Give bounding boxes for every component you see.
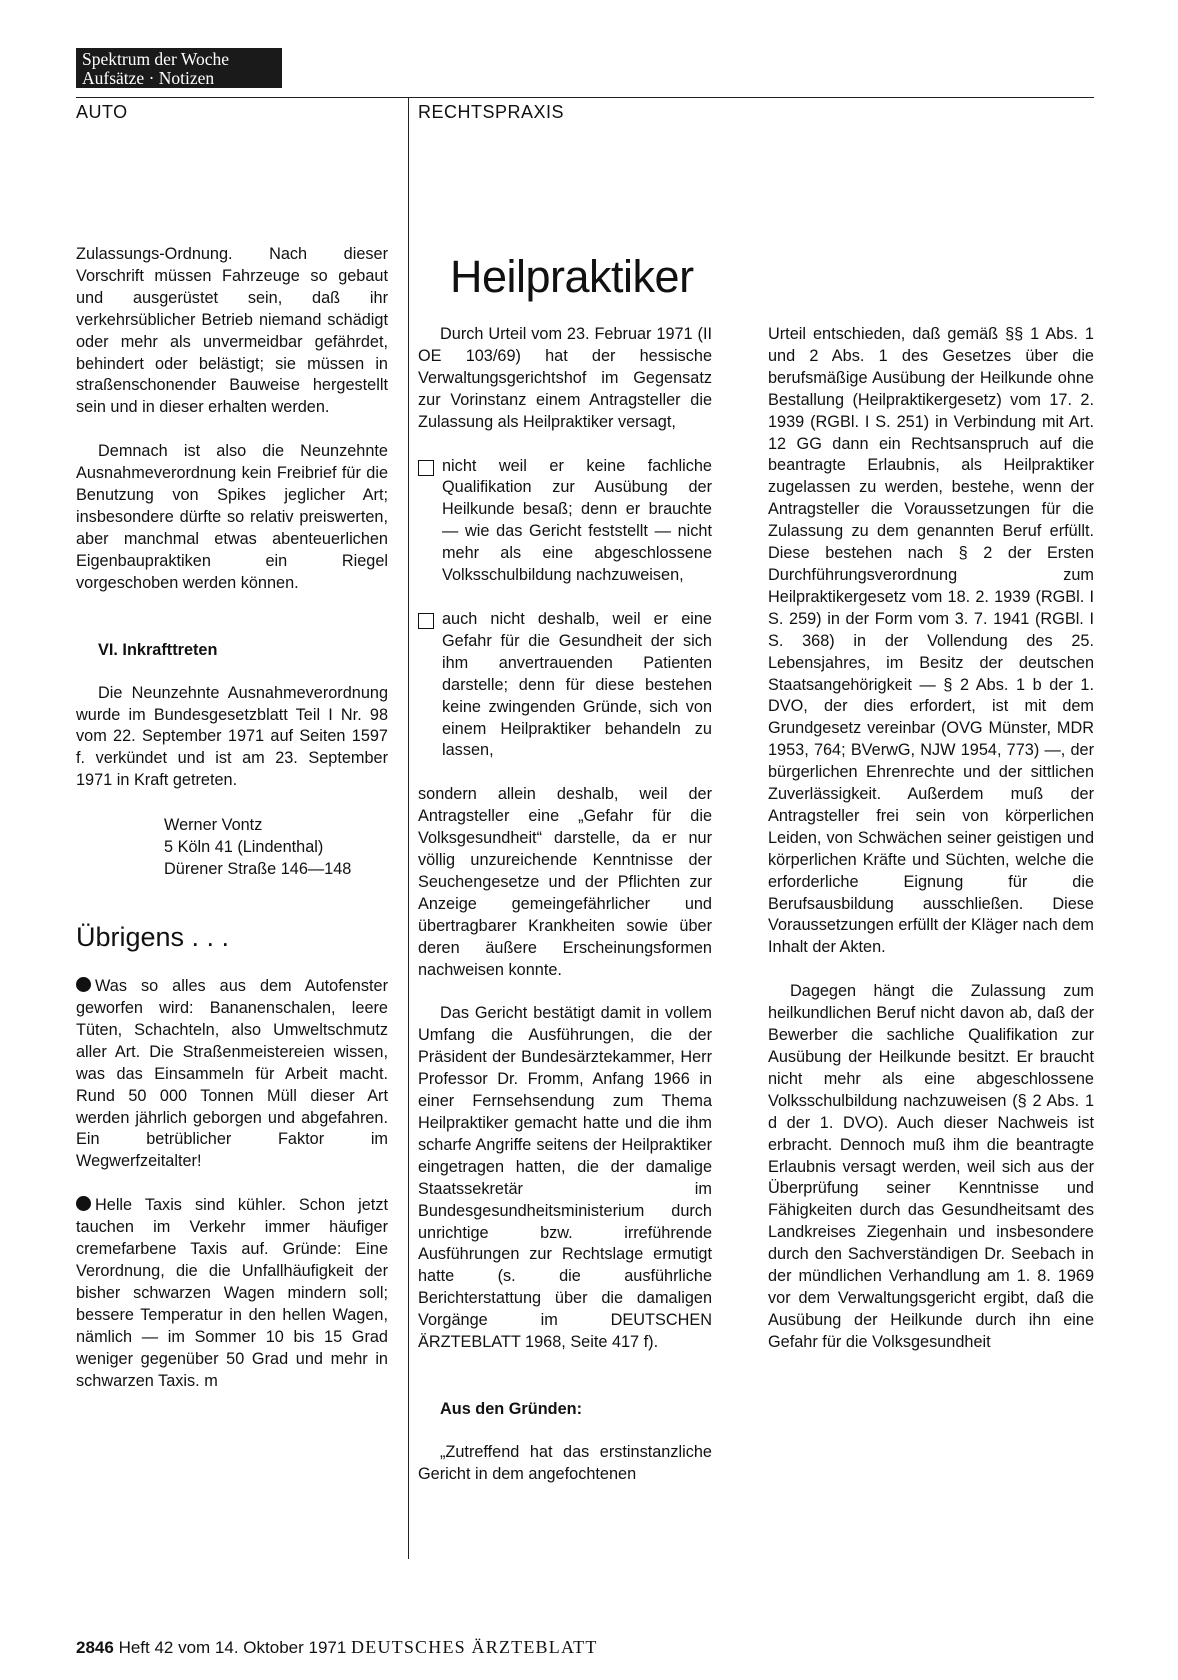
bullet-dot-icon <box>76 1196 91 1211</box>
auto-paragraph-1: Zulassungs-Ordnung. Nach dieser Vorschrift müssen Fahrzeuge so gebaut und ausgerüstet sein, daß ihr verkehrsüblicher Betrieb niemand schädigt oder mehr als unvermeidbar gefährdet, behindert oder belästigt; sie müssen in straßenschonender Bauweise hergestellt sein und in dieser erhalten werden. <box>76 245 388 417</box>
article-column-right <box>768 324 1094 1354</box>
checkbox-square-icon <box>418 613 434 629</box>
checkbox-square-icon <box>418 460 434 476</box>
page-footer <box>76 1636 598 1659</box>
author-block <box>164 814 388 880</box>
note-1-text: Was so alles aus dem Autofenster geworfen wird: Bananenschalen, leere Tüten, Schachteln, also Umweltschmutz aller Art. Die Straßenmeistereien wissen, was das Einsammeln für Arbeit macht. Rund 50 000 Tonnen Müll dieser Art werden jährlich geborgen und abgefahren. Ein betrüblicher Faktor im Wegwerfzeitalter! <box>76 977 388 1171</box>
section-label-rechtspraxis: RECHTSPRAXIS <box>418 102 565 122</box>
uebrigens-heading: Übrigens . . . <box>76 922 230 953</box>
issue-info: Heft 42 vom 14. Oktober 1971 <box>118 1638 347 1657</box>
note-2-text: Helle Taxis sind kühler. Schon jetzt tauchen im Verkehr immer häufiger cremefarbene Taxis auf. Gründe: Eine Verordnung, die die Unfallhäufigkeit der bisher schwarzen Wagen mindern soll; bessere Temperatur in den hellen Wagen, nämlich — im Sommer 10 bis 15 Grad weniger gegenüber 50 Grad und mehr in schwarzen Taxis. m <box>76 1196 388 1390</box>
auto-paragraph-3: Die Neunzehnte Ausnahmeverordnung wurde im Bundesgesetzblatt Teil I Nr. 98 vom 22. September 1971 auf Seiten 1597 f. verkündet und ist am 23. September 1971 in Kraft getreten. <box>76 683 388 790</box>
author-street: Dürener Straße 146—148 <box>164 860 352 879</box>
top-rule <box>76 97 1094 98</box>
masthead-line-2: Aufsätze · Notizen <box>82 68 215 88</box>
auto-column <box>76 244 388 1392</box>
author-name: Werner Vontz <box>164 816 263 835</box>
article-subheading: Aus den Gründen: <box>440 1399 583 1418</box>
masthead <box>76 48 282 88</box>
auto-subheading: VI. Inkrafttreten <box>98 640 218 659</box>
article-paragraph-zutreffend: „Zutreffend hat das erstinstanzliche Gericht in dem angefochtenen <box>418 1442 712 1483</box>
note-1 <box>76 976 388 1173</box>
section-label-auto: AUTO <box>76 102 128 122</box>
article-paragraph-sondern: sondern allein deshalb, weil der Antragsteller eine „Gefahr für die Volksgesundheit“ darstelle, da er nur völlig unzureichende Kenntnisse der Seuchengesetze und der Pflichten zur Anzeige gemeingefährlicher und übertragbarer Krankheiten sowie über deren äußere Erscheinungsformen nachweisen konnte. <box>418 785 712 979</box>
note-2 <box>76 1195 388 1392</box>
masthead-line-1: Spektrum der Woche <box>82 49 229 69</box>
author-city: 5 Köln 41 (Lindenthal) <box>164 838 324 857</box>
article-right-paragraph-1: Urteil entschieden, daß gemäß §§ 1 Abs. 1 und 2 Abs. 1 des Gesetzes über die berufsmäßige Ausübung der Heilkunde ohne Bestallung (Heilpraktikergesetz) vom 17. 2. 1939 (RGBl. I S. 251) in Verbindung mit Art. 12 GG dann ein Rechtsanspruch auf die beantragte Erlaubnis, als Heilpraktiker zugelassen zu werden, bestehe, wenn der Antragsteller die Voraussetzungen für die Zulassung zu dem genannten Beruf erfüllt. Diese bestehen nach § 2 der Ersten Durchführungsverordnung zum Heilpraktikergesetz vom 18. 2. 1939 (RGBl. I S. 259) in der Form vom 3. 7. 1941 (RGBl. I S. 368) in der Vollendung des 25. Lebensjahres, im Besitz der deutschen Staatsangehörigkeit — § 2 Abs. 1 b der 1. DVO, der dies erfordert, ist mit dem Grundgesetz vereinbar (OVG Münster, MDR 1953, 764; BVerwG, NJW 1954, 773) —, der bürgerlichen Ehrenrechte und der sittlichen Zuverlässigkeit. Außerdem muß der Antragsteller frei sein von körperlichen Leiden, von Schwächen seiner geistigen und körperlichen Kräfte und Süchten, welche die erforderliche Eignung für die Berufsausbildung ausschließen. Diese Voraussetzungen erfüllt der Kläger nach dem Inhalt der Akten. <box>768 325 1094 957</box>
article-title: Heilpraktiker <box>450 251 694 302</box>
article-bullet-2-text: auch nicht deshalb, weil er eine Gefahr für die Gesundheit der sich ihm anvertrauenden Patienten darstelle; denn für diese bestehen keine zwingenden Gründe, sich von einem Heilpraktiker behandeln zu lassen, <box>442 609 712 760</box>
article-bullet-1-text: nicht weil er keine fachliche Qualifikation zur Ausübung der Heilkunde besaß; denn er brauchte — wie das Gericht feststellt — nicht mehr als eine abgeschlossene Volksschulbildung nachzuweisen, <box>442 456 712 585</box>
article-bullet-2 <box>418 609 712 762</box>
article-paragraph-gericht: Das Gericht bestätigt damit in vollem Umfang die Ausführungen, die der Präsident der Bundesärztekammer, Herr Professor Dr. Fromm, Anfang 1966 in einer Fernsehsendung zum Thema Heilpraktiker gemacht hatte und die ihm scharfe Angriffe seitens der Heilpraktiker eingetragen hatten, die der damalige Staatssekretär im Bundesgesundheitsministerium durch unrichtige bzw. irreführende Ausführungen zur Rechtslage ermutigt hatte (s. die ausführliche Berichterstattung über die damaligen Vorgänge im DEUTSCHEN ÄRZTEBLATT 1968, Seite 417 f). <box>418 1004 712 1352</box>
auto-paragraph-2: Demnach ist also die Neunzehnte Ausnahmeverordnung kein Freibrief für die Benutzung von Spikes jeglicher Art; insbesondere dürfte so relativ preiswerten, aber manchmal etwas abenteuerlichen Eigenbaupraktiken ein Riegel vorgeschoben werden können. <box>76 442 388 592</box>
article-intro: Durch Urteil vom 23. Februar 1971 (II OE 103/69) hat der hessische Verwaltungsgerichtshof im Gegensatz zur Vorinstanz einem Antragsteller die Zulassung als Heilpraktiker versagt, <box>418 325 712 431</box>
article-bullet-1 <box>418 456 712 587</box>
article-column-middle <box>418 324 712 1486</box>
journal-name: DEUTSCHES ÄRZTEBLATT <box>351 1637 598 1657</box>
column-divider <box>408 97 409 1559</box>
article-right-paragraph-2: Dagegen hängt die Zulassung zum heilkundlichen Beruf nicht davon ab, daß der Bewerber die sachliche Qualifikation zur Ausübung der Heilkunde besitzt. Er braucht nicht mehr als eine abgeschlossene Volksschulbildung nachzuweisen (§ 2 Abs. 1 d der 1. DVO). Auch dieser Nachweis ist erbracht. Dennoch muß ihm die beantragte Erlaubnis versagt werden, weil sich aus der Überprüfung seiner Kenntnisse und Fähigkeiten durch das Gesundheitsamt des Landkreises Ziegenhain und insbesondere durch den Sachverständigen Dr. Seebach in der mündlichen Verhandlung am 1. 8. 1969 vor dem Verwaltungsgericht ergibt, daß die Ausübung der Heilkunde durch ihn eine Gefahr für die Volksgesundheit <box>768 982 1094 1351</box>
page-number: 2846 <box>76 1638 114 1657</box>
bullet-dot-icon <box>76 977 91 992</box>
